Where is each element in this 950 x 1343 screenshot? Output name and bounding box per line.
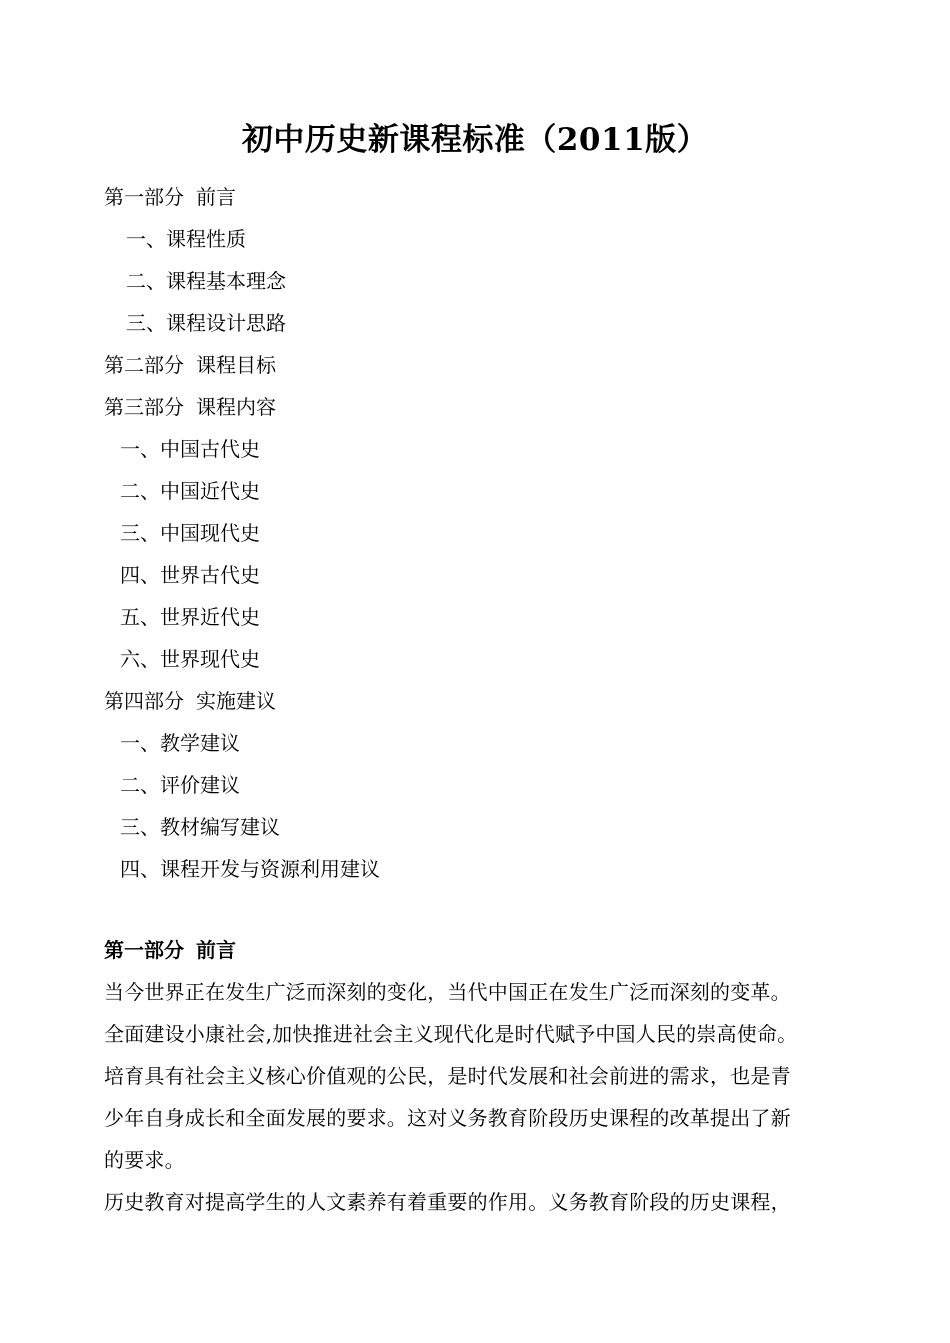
toc-item: 一、中国古代史 [120,437,260,461]
toc-item: 四、课程开发与资源利用建议 [120,857,380,881]
paragraph-line: 全面建设小康社会,加快推进社会主义现代化是时代赋予中国人民的崇高使命。 [104,1022,798,1046]
section-heading [104,929,852,971]
toc-part-label: 第一部分 [104,185,184,209]
paragraph-line: 当今世界正在发生广泛而深刻的变化，当代中国正在发生广泛而深刻的变革。 [104,980,791,1004]
table-of-contents [104,176,864,890]
toc-part-2 [104,344,864,386]
toc-part-label: 第四部分 [104,689,184,713]
toc-part-title: 课程内容 [196,395,276,419]
toc-part-label: 第二部分 [104,353,184,377]
toc-item: 三、教材编写建议 [120,815,280,839]
paragraph-line: 培育具有社会主义核心价值观的公民，是时代发展和社会前进的需求，也是青 [104,1064,791,1088]
toc-item: 一、教学建议 [120,731,240,755]
toc-part-title: 前言 [196,185,236,209]
section-heading-title: 前言 [196,938,236,962]
toc-part-title: 实施建议 [196,689,276,713]
toc-item: 一、课程性质 [126,227,246,251]
toc-part-3 [104,386,864,428]
paragraph-line: 的要求。 [104,1148,185,1172]
paragraph-line: 历史教育对提高学生的人文素养有着重要的作用。义务教育阶段的历史课程， [104,1190,791,1214]
toc-item: 六、世界现代史 [120,647,260,671]
toc-item: 二、中国近代史 [120,479,260,503]
section-preface [104,929,852,1223]
document-title: 初中历史新课程标准（2011版） [241,122,709,158]
toc-item: 二、课程基本理念 [126,269,286,293]
paragraph-line: 少年自身成长和全面发展的要求。这对义务教育阶段历史课程的改革提出了新 [104,1106,791,1130]
toc-item: 四、世界古代史 [120,563,260,587]
toc-part-label: 第三部分 [104,395,184,419]
toc-item: 二、评价建议 [120,773,240,797]
toc-part-title: 课程目标 [196,353,276,377]
toc-part-1 [104,176,864,218]
section-heading-label: 第一部分 [104,938,184,962]
toc-item: 三、中国现代史 [120,521,260,545]
toc-part-4 [104,680,864,722]
toc-item: 五、世界近代史 [120,605,260,629]
toc-item: 三、课程设计思路 [126,311,286,335]
